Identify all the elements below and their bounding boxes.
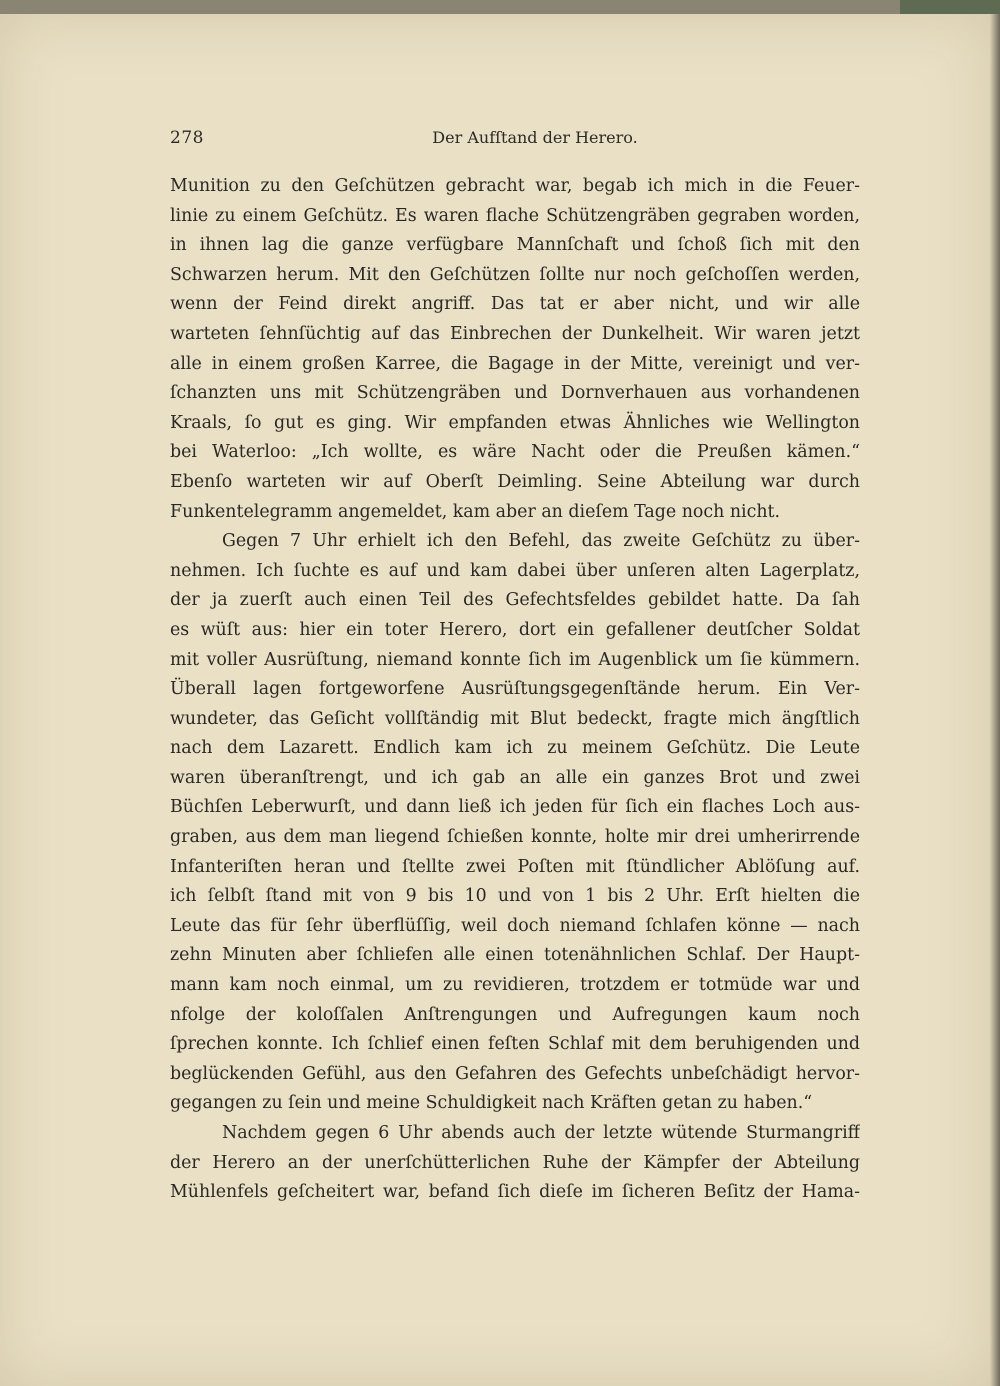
text-line: zehn Minuten aber ſchliefen alle einen totenähnlichen Schlaf. Der Haupt- [170,945,860,966]
text-line: nach dem Lazarett. Endlich kam ich zu meinem Geſchütz. Die Leute [170,738,860,759]
text-line: mann kam noch einmal, um zu revidieren, trotzdem er totmüde war und [170,975,860,996]
text-line: Kraals, ſo gut es ging. Wir empfanden etwas Ähnliches wie Wellington [170,412,860,433]
binding-mark [900,0,1000,14]
text-line: Infanteriſten heran und ſtellte zwei Poſten mit ſtündlicher Ablöſung auf. [170,856,860,877]
text-line: mit voller Ausrüſtung, niemand konnte ſich im Augenblick um ſie kümmern. [170,649,860,670]
text-line: Munition zu den Geſchützen gebracht war, begab ich mich in die Feuer- [170,176,860,196]
text-line: wenn der Feind direkt angriff. Das tat er aber nicht, und wir alle [170,294,860,315]
text-line: warteten ſehnſüchtig auf das Einbrechen der Dunkelheit. Wir waren jetzt [170,323,860,344]
text-line: Büchſen Leberwurſt, und dann ließ ich jeden für ſich ein flaches Loch aus- [170,797,860,818]
text-line: Mühlenfels geſcheitert war, befand ſich dieſe im ſicheren Beſitz der Hama- [170,1182,860,1203]
text-line: gegangen zu ſein und meine Schuldigkeit nach Kräften getan zu haben.“ [170,1093,813,1114]
running-title: Der Aufſtand der Herero. [432,128,638,147]
text-line: bei Waterloo: „Ich wollte, es wäre Nacht oder die Preußen kämen.“ [170,442,860,463]
text-line: Gegen 7 Uhr erhielt ich den Befehl, das zweite Geſchütz zu über- [222,531,860,552]
page-edge [990,0,1000,1386]
text-line: ſchanzten uns mit Schützengräben und Dornverhauen aus vorhandenen [170,383,860,404]
text-line: ſprechen konnte. Ich ſchlief einen feſten Schlaf mit dem beruhigenden und [170,1034,860,1055]
text-line: es wüſt aus: hier ein toter Herero, dort ein gefallener deutſcher Soldat [170,619,860,640]
text-line: beglückenden Gefühl, aus den Gefahren des Gefechts unbeſchädigt hervor- [170,1063,860,1084]
text-line: Überall lagen fortgeworfene Ausrüſtungsgegenſtände herum. Ein Ver- [170,679,860,700]
text-line: wundeter, das Geſicht vollſtändig mit Blut bedeckt, fragte mich ängſtlich [170,708,860,729]
text-line: linie zu einem Geſchütz. Es waren flache Schützengräben gegraben worden, [170,205,860,226]
text-line: graben, aus dem man liegend ſchießen konnte, holte mir drei umherirrende [170,827,860,848]
text-line: alle in einem großen Karree, die Bagage in der Mitte, vereinigt und ver- [170,353,860,374]
text-line: Ebenſo warteten wir auf Oberſt Deimling. Seine Abteilung war durch [170,471,860,492]
text-line: Schwarzen herum. Mit den Geſchützen ſollte nur noch geſchoſſen werden, [170,264,860,285]
page-header [170,128,860,152]
body-text [170,172,860,1208]
text-line: der ja zuerſt auch einen Teil des Gefechtsfeldes gebildet hatte. Da ſah [170,590,860,611]
text-line: nehmen. Ich ſuchte es auf und kam dabei über unſeren alten Lagerplatz, [170,560,860,581]
text-line: Nachdem gegen 6 Uhr abends auch der letzte wütende Sturmangriff [222,1123,860,1143]
text-line: ich ſelbſt ſtand mit von 9 bis 10 und von 1 bis 2 Uhr. Erſt hielten die [170,886,860,907]
text-line: Leute das für ſehr überflüſſig, weil doch niemand ſchlafen könne — nach [170,915,860,936]
text-line: in ihnen lag die ganze verfügbare Mannſchaft und ſchoß ſich mit den [170,235,860,256]
text-line: der Herero an der unerſchütterlichen Ruhe der Kämpfer der Abteilung [170,1152,860,1173]
text-line: Funkentelegramm angemeldet, kam aber an dieſem Tage noch nicht. [170,501,781,522]
text-line: nfolge der koloſſalen Anſtrengungen und Aufregungen kaum noch [170,1004,860,1025]
page-number: 278 [170,128,204,148]
text-line: waren überanſtrengt, und ich gab an alle ein ganzes Brot und zwei [170,767,860,788]
